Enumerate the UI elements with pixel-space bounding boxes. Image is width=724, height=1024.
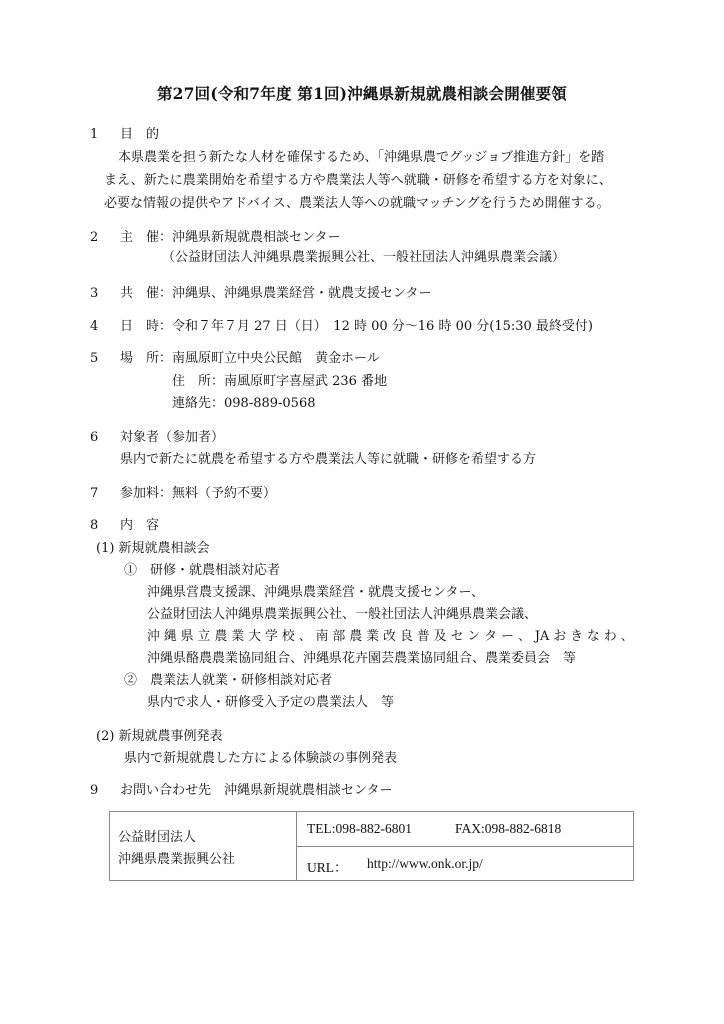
- item-1-heading: ① 研修・就農相談対応者: [124, 563, 281, 578]
- item-1-line-2: 公益財団法人沖縄県農業振興公社、一般社団法人沖縄県農業会議、: [147, 607, 538, 622]
- section-label: 内 容: [120, 518, 160, 533]
- section-label: 対象者（参加者）: [120, 430, 225, 445]
- contact-org-line-1: 公益財団法人: [118, 830, 197, 845]
- item-1-line-1: 沖縄県営農支援課、沖縄県農業経営・就農支援センター、: [147, 585, 484, 600]
- section-number: 8: [90, 518, 99, 533]
- item-1-line-4: 沖縄県酪農農業協同組合、沖縄県花卉園芸農業協同組合、農業委員会 等: [147, 651, 577, 666]
- section-1-body-line-3: 必要な情報の提供やアドバイス、農業法人等への就職マッチングを行うため開催する。: [104, 196, 610, 211]
- item-2-heading: ② 農業法人就業・研修相談対応者: [124, 673, 333, 688]
- section-label: 目 的: [120, 127, 160, 142]
- section-number: 9: [90, 783, 99, 798]
- contact-org-line-2: 沖縄県農業振興公社: [118, 852, 236, 867]
- venue-address: 住 所：南風原町字喜屋武 236 番地: [172, 374, 388, 389]
- subsection-2-heading: (2) 新規就農事例発表: [96, 729, 223, 744]
- subsection-1-heading: (1) 新規就農相談会: [96, 541, 210, 556]
- section-number: 7: [90, 486, 99, 501]
- document-title: 第27回(令和7年度 第1回)沖縄県新規就農相談会開催要領: [156, 84, 567, 103]
- contact-table: [109, 811, 634, 881]
- section-label: 主 催：沖縄県新規就農相談センター: [120, 230, 341, 245]
- contact-organization-cell: [110, 812, 297, 880]
- section-number: 6: [90, 430, 99, 445]
- section-number: 4: [90, 319, 99, 334]
- section-label: 日 時：令和７年７月 27 日（日） 12 時 00 分～16 時 00 分(15:30 最終受付): [120, 319, 594, 334]
- section-1-body-line-2: まえ、新たに農業開始を希望する方や農業法人等へ就職・研修を希望する方を対象に、: [104, 173, 612, 188]
- item-1-line-3: 沖 縄 県 立 農 業 大 学 校 、 南 部 農 業 改 良 普 及 セ ン タ ー 、 JA お き な わ 、: [147, 629, 634, 644]
- contact-fax: FAX:098-882-6818: [455, 821, 562, 836]
- section-label: お問い合わせ先 沖縄県新規就農相談センター: [120, 783, 393, 798]
- contact-tel: TEL:098-882-6801: [307, 821, 412, 836]
- venue-phone: 連絡先：098-889-0568: [172, 396, 316, 411]
- section-number: 2: [90, 230, 99, 245]
- item-2-line-1: 県内で求人・研修受入予定の農業法人 等: [147, 695, 395, 710]
- section-label: 場 所：南風原町立中央公民館 黄金ホール: [120, 351, 380, 366]
- section-6-body: 県内で新たに就農を希望する方や農業法人等に就職・研修を希望する方: [120, 452, 537, 467]
- subsection-2-body: 県内で新規就農した方による体験談の事例発表: [124, 751, 398, 766]
- section-label: 共 催：沖縄県、沖縄県農業経営・就農支援センター: [120, 286, 432, 301]
- section-label: 参加料：無料（予約不要）: [120, 486, 277, 501]
- section-number: 3: [90, 286, 99, 301]
- contact-phone-row: [297, 812, 633, 847]
- contact-url-link[interactable]: http://www.onk.or.jp/: [367, 856, 483, 871]
- contact-url-label: URL：: [307, 860, 348, 875]
- contact-url-row: [297, 847, 633, 880]
- section-number: 5: [90, 351, 99, 366]
- section-1-body-line-1: 本県農業を担う新たな人材を確保するため、「沖縄県農でグッジョブ推進方針」を踏: [118, 150, 605, 165]
- section-number: 1: [90, 127, 99, 142]
- organizer-detail: （公益財団法人沖縄県農業振興公社、一般社団法人沖縄県農業会議）: [162, 250, 566, 265]
